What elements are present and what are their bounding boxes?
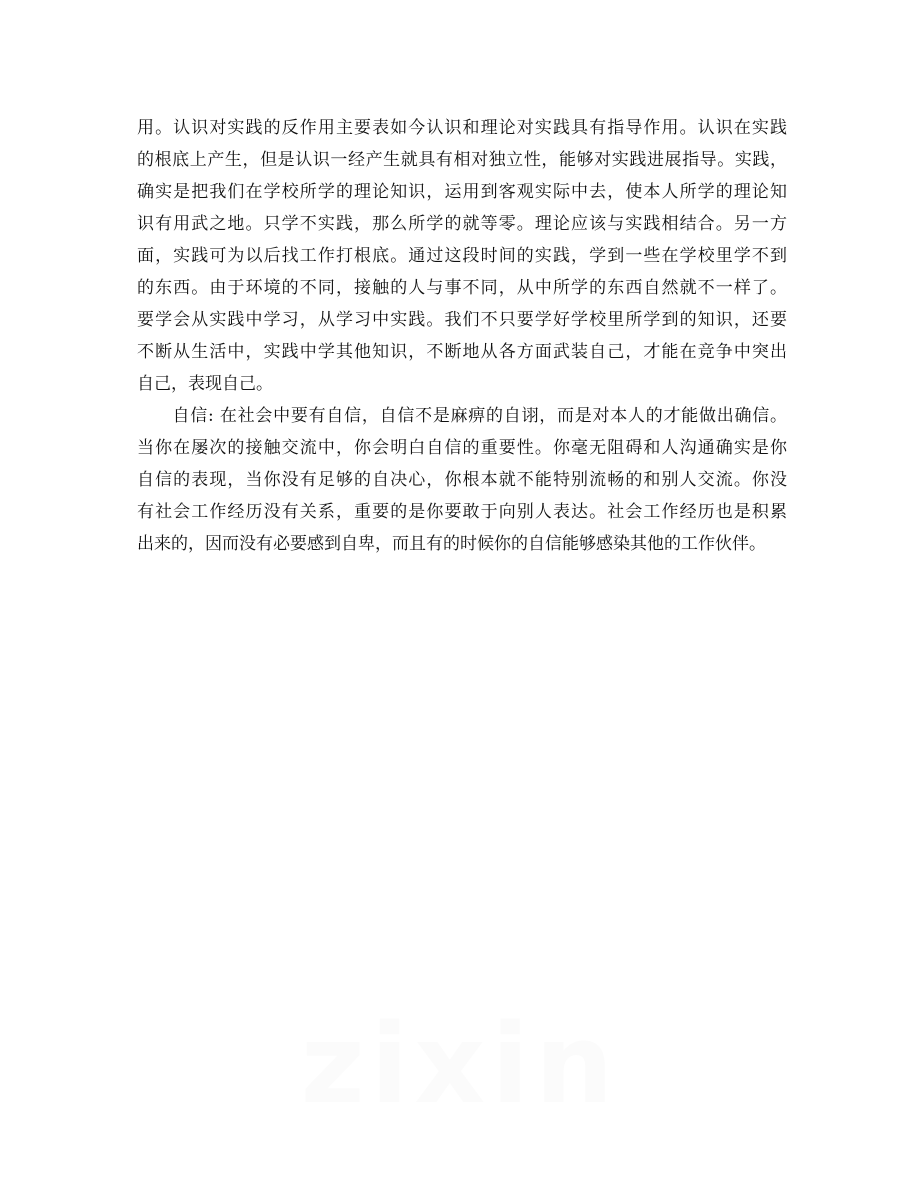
text-line: 自己，表现自己。 xyxy=(137,374,273,394)
text-line: 的东西。由于环境的不同，接触的人与事不同，从中所学的东西自然就不一样了。 xyxy=(137,278,787,298)
text-line: 确实是把我们在学校所学的理论知识，运用到客观实际中去，使本人所学的理论知 xyxy=(137,182,787,202)
text-line: 面，实践可为以后找工作打根底。通过这段时间的实践，学到一些在学校里学不到 xyxy=(137,246,787,266)
text-line: 自信的表现，当你没有足够的自决心，你根本就不能特别流畅的和别人交流。你没 xyxy=(137,470,787,490)
body-text xyxy=(137,112,787,560)
text-line: 不断从生活中，实践中学其他知识，不断地从各方面武装自己，才能在竞争中突出 xyxy=(137,342,787,362)
text-line: 用。认识对实践的反作用主要表如今认识和理论对实践具有指导作用。认识在实践 xyxy=(137,118,787,138)
text-line: 出来的，因而没有必要感到自卑，而且有的时候你的自信能够感染其他的工作伙伴。 xyxy=(137,534,766,554)
text-line: 识有用武之地。只学不实践，那么所学的就等零。理论应该与实践相结合。另一方 xyxy=(137,214,787,234)
text-line: 自信: 在社会中要有自信，自信不是麻痹的自诩，而是对本人的才能做出确信。 xyxy=(137,406,787,426)
text-line: 的根底上产生，但是认识一经产生就具有相对独立性，能够对实践进展指导。实践， xyxy=(137,150,787,170)
watermark: zixin xyxy=(300,1000,620,1128)
text-line: 要学会从实践中学习，从学习中实践。我们不只要学好学校里所学到的知识，还要 xyxy=(137,310,787,330)
text-line: 当你在屡次的接触交流中，你会明白自信的重要性。你毫无阻碍和人沟通确实是你 xyxy=(137,438,787,458)
text-line: 有社会工作经历没有关系，重要的是你要敢于向别人表达。社会工作经历也是积累 xyxy=(137,502,787,522)
